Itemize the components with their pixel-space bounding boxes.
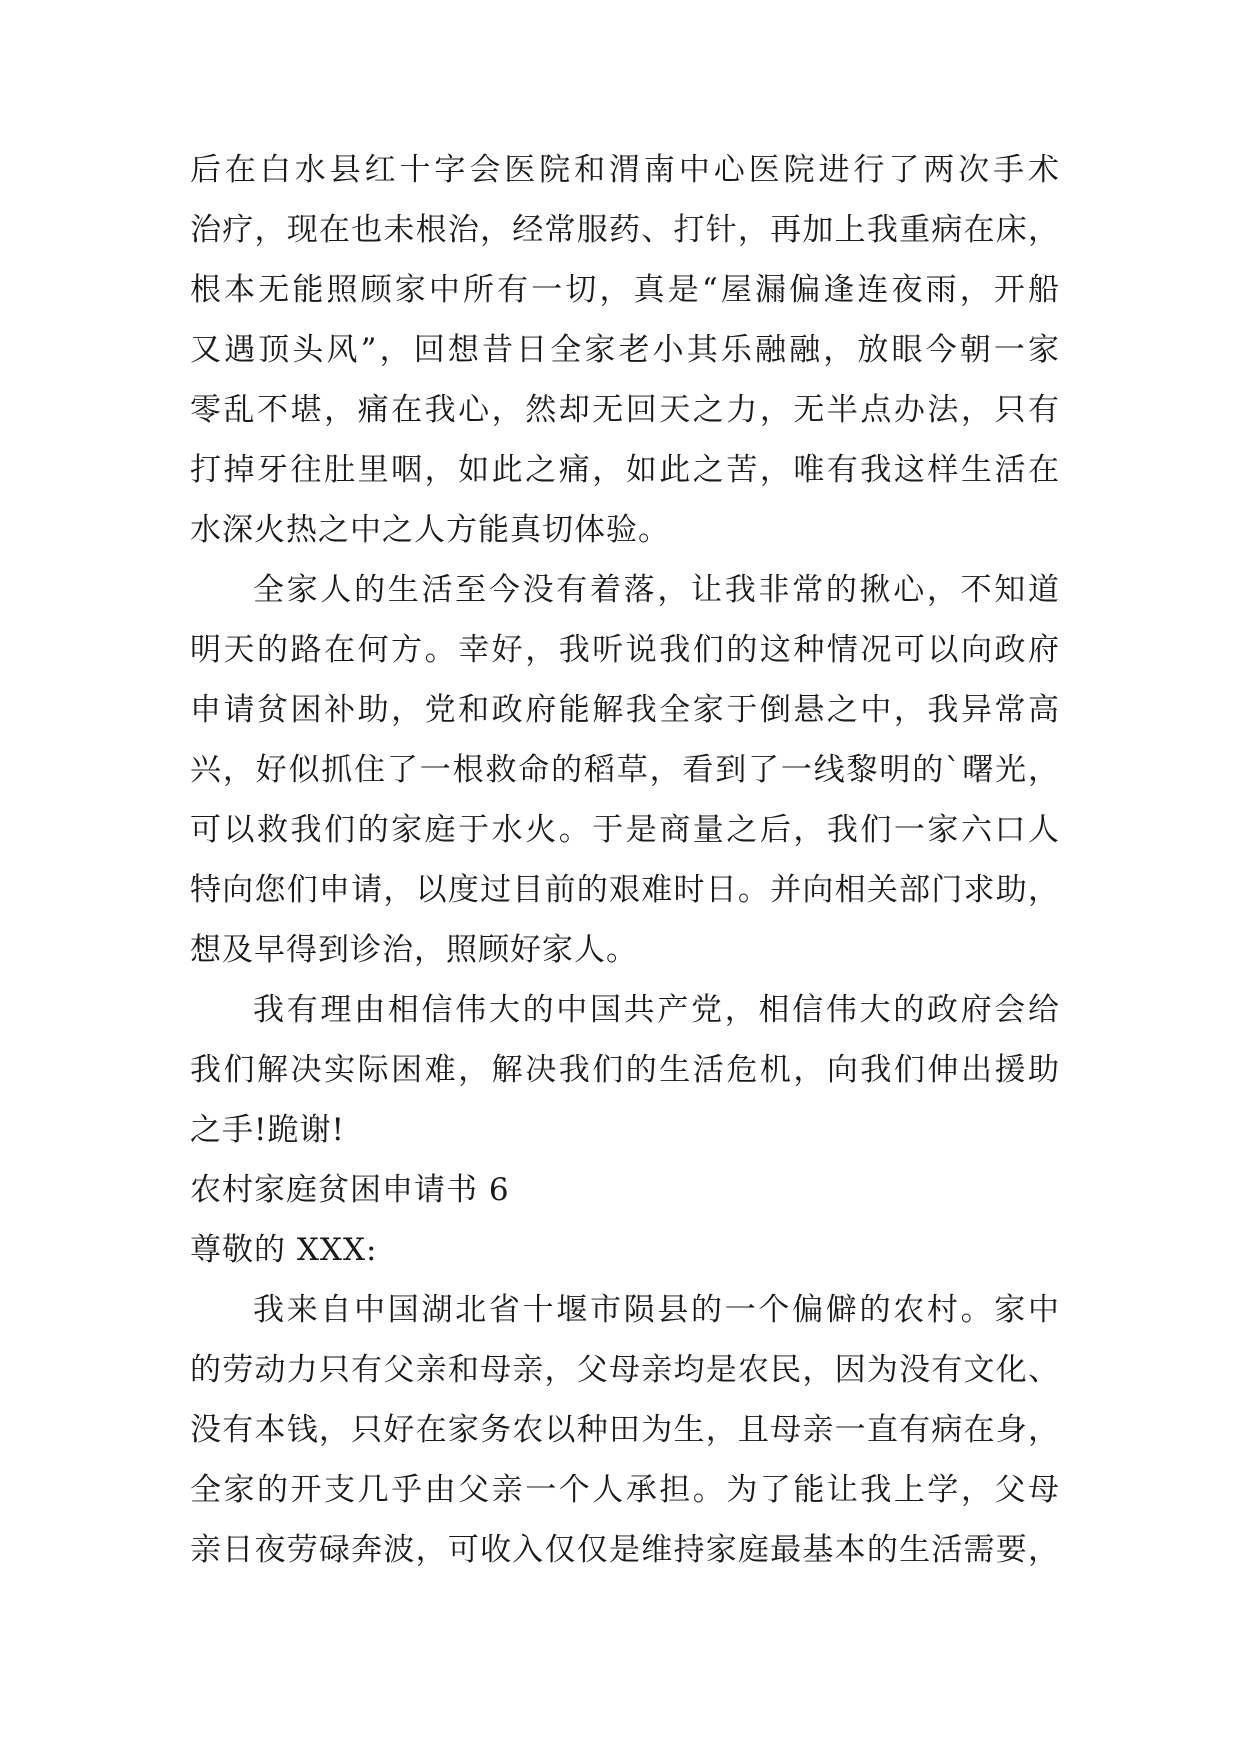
text-line: 零乱不堪，痛在我心，然却无回天之力，无半点办法，只有: [190, 392, 1060, 428]
text-line: 又遇顶头风”，回想昔日全家老小其乐融融，放眼今朝一家: [190, 332, 1060, 368]
salutation: 尊敬的 XXX:: [190, 1232, 378, 1268]
text-line: 特向您们申请，以度过目前的艰难时日。并向相关部门求助，: [190, 872, 1060, 908]
section-title: 农村家庭贫困申请书 6: [190, 1172, 510, 1208]
text-line: 之手!跪谢!: [190, 1112, 345, 1148]
text-line: 可以救我们的家庭于水火。于是商量之后，我们一家六口人: [190, 812, 1060, 848]
text-line: 根本无能照顾家中所有一切，真是“屋漏偏逢连夜雨，开船: [190, 272, 1060, 308]
text-line: 明天的路在何方。幸好，我听说我们的这种情况可以向政府: [190, 632, 1060, 668]
text-line: 后在白水县红十字会医院和渭南中心医院进行了两次手术: [190, 152, 1060, 188]
text-line: 全家的开支几乎由父亲一个人承担。为了能让我上学，父母: [190, 1472, 1060, 1508]
paragraph-first-line: 我有理由相信伟大的中国共产党，相信伟大的政府会给: [253, 992, 1060, 1028]
text-line: 水深火热之中之人方能真切体验。: [190, 512, 670, 548]
text-line: 我们解决实际困难，解决我们的生活危机，向我们伸出援助: [190, 1052, 1060, 1088]
text-line: 想及早得到诊治，照顾好家人。: [190, 932, 638, 968]
text-line: 的劳动力只有父亲和母亲，父母亲均是农民，因为没有文化、: [190, 1352, 1060, 1388]
text-line: 申请贫困补助，党和政府能解我全家于倒悬之中，我异常高: [190, 692, 1060, 728]
paragraph-first-line: 我来自中国湖北省十堰市陨县的一个偏僻的农村。家中: [253, 1292, 1060, 1328]
paragraph-first-line: 全家人的生活至今没有着落，让我非常的揪心，不知道: [253, 572, 1060, 608]
text-line: 亲日夜劳碌奔波，可收入仅仅是维持家庭最基本的生活需要，: [190, 1532, 1060, 1568]
text-line: 打掉牙往肚里咽，如此之痛，如此之苦，唯有我这样生活在: [190, 452, 1060, 488]
text-line: 没有本钱，只好在家务农以种田为生，且母亲一直有病在身，: [190, 1412, 1060, 1448]
text-line: 兴，好似抓住了一根救命的稻草，看到了一线黎明的`曙光，: [190, 752, 1060, 788]
text-line: 治疗，现在也未根治，经常服药、打针，再加上我重病在床，: [190, 212, 1060, 248]
